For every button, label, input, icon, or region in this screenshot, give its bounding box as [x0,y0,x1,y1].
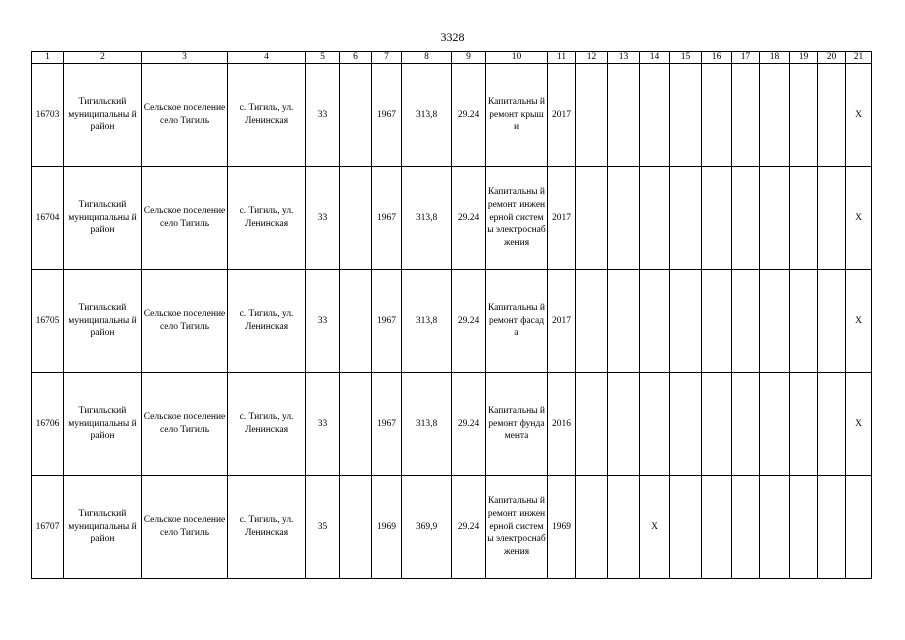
column-header-4: 4 [228,52,306,64]
column-header-12: 12 [576,52,608,64]
table-cell-col-5: 33 [306,167,340,270]
table-row [32,167,872,270]
table-cell-col-13 [608,373,640,476]
table-cell-col-3: Сельское поселение село Тигиль [142,270,228,373]
table-cell-col-12 [576,476,608,579]
table-row [32,64,872,167]
column-header-8: 8 [402,52,452,64]
table-cell-col-2: Тигильский муниципальны й район [64,64,142,167]
table-cell-col-20 [818,270,846,373]
table-cell-col-14 [640,167,670,270]
table-cell-col-4: с. Тигиль, ул. Ленинская [228,476,306,579]
table-cell-col-8: 313,8 [402,270,452,373]
column-header-1: 1 [32,52,64,64]
table-cell-col-6 [340,64,372,167]
table-cell-col-21: X [846,270,872,373]
column-header-2: 2 [64,52,142,64]
table-cell-col-11: 2016 [548,373,576,476]
table-cell-col-14: X [640,476,670,579]
table-cell-col-1: 16707 [32,476,64,579]
table-cell-col-9: 29.24 [452,270,486,373]
table-cell-col-6 [340,270,372,373]
table-header [32,52,872,64]
table-cell-col-18 [760,373,790,476]
table-cell-col-17 [732,270,760,373]
table-cell-col-10: Капитальны й ремонт инженерной системы электроснаб жения [486,476,548,579]
table-cell-col-3: Сельское поселение село Тигиль [142,476,228,579]
table-cell-col-9: 29.24 [452,373,486,476]
column-header-10: 10 [486,52,548,64]
table-cell-col-10: Капитальны й ремонт фасада [486,270,548,373]
column-header-17: 17 [732,52,760,64]
table-cell-col-14 [640,270,670,373]
table-cell-col-11: 2017 [548,270,576,373]
table-cell-col-17 [732,476,760,579]
column-header-6: 6 [340,52,372,64]
table-cell-col-5: 33 [306,270,340,373]
table-cell-col-18 [760,476,790,579]
table-cell-col-13 [608,64,640,167]
table-row [32,476,872,579]
column-header-21: 21 [846,52,872,64]
column-header-5: 5 [306,52,340,64]
page-number: 3328 [440,30,465,44]
table-cell-col-17 [732,64,760,167]
table-cell-col-7: 1967 [372,270,402,373]
table-cell-col-4: с. Тигиль, ул. Ленинская [228,167,306,270]
table-cell-col-7: 1967 [372,167,402,270]
table-cell-col-21: X [846,64,872,167]
table-cell-col-9: 29.24 [452,64,486,167]
table-cell-col-21 [846,476,872,579]
table-cell-col-13 [608,476,640,579]
column-header-16: 16 [702,52,732,64]
table-cell-col-7: 1967 [372,64,402,167]
table-cell-col-15 [670,270,702,373]
table-cell-col-19 [790,476,818,579]
table-cell-col-19 [790,64,818,167]
table-cell-col-5: 33 [306,64,340,167]
table-cell-col-19 [790,167,818,270]
table-cell-col-21: X [846,167,872,270]
table-cell-col-8: 313,8 [402,64,452,167]
table-cell-col-15 [670,167,702,270]
table-cell-col-20 [818,476,846,579]
table-cell-col-16 [702,373,732,476]
table-cell-col-3: Сельское поселение село Тигиль [142,373,228,476]
column-header-7: 7 [372,52,402,64]
column-header-3: 3 [142,52,228,64]
table-cell-col-6 [340,167,372,270]
table-cell-col-8: 369,9 [402,476,452,579]
table-cell-col-2: Тигильский муниципальны й район [64,270,142,373]
table-cell-col-18 [760,167,790,270]
table-cell-col-4: с. Тигиль, ул. Ленинская [228,64,306,167]
table-cell-col-18 [760,270,790,373]
table-cell-col-10: Капитальны й ремонт инженерной системы электроснаб жения [486,167,548,270]
table-cell-col-16 [702,167,732,270]
table-cell-col-10: Капитальны й ремонт фундамента [486,373,548,476]
table-cell-col-6 [340,476,372,579]
table-cell-col-17 [732,373,760,476]
table-cell-col-21: X [846,373,872,476]
table-cell-col-2: Тигильский муниципальны й район [64,167,142,270]
table-cell-col-11: 2017 [548,64,576,167]
table-cell-col-13 [608,167,640,270]
table-cell-col-19 [790,373,818,476]
table-cell-col-8: 313,8 [402,373,452,476]
column-header-19: 19 [790,52,818,64]
column-header-9: 9 [452,52,486,64]
table-cell-col-1: 16706 [32,373,64,476]
table-cell-col-19 [790,270,818,373]
table-cell-col-3: Сельское поселение село Тигиль [142,167,228,270]
column-header-15: 15 [670,52,702,64]
table-body [32,64,872,579]
table-cell-col-14 [640,373,670,476]
table-cell-col-1: 16703 [32,64,64,167]
table-cell-col-2: Тигильский муниципальны й район [64,476,142,579]
column-header-11: 11 [548,52,576,64]
table-cell-col-20 [818,373,846,476]
table-cell-col-13 [608,270,640,373]
table-row [32,270,872,373]
column-header-13: 13 [608,52,640,64]
table-cell-col-9: 29.24 [452,167,486,270]
table-cell-col-8: 313,8 [402,167,452,270]
table-cell-col-17 [732,167,760,270]
table-cell-col-20 [818,64,846,167]
table-cell-col-12 [576,373,608,476]
table-cell-col-12 [576,167,608,270]
table-cell-col-16 [702,270,732,373]
table-cell-col-18 [760,64,790,167]
table-cell-col-16 [702,64,732,167]
table-cell-col-12 [576,64,608,167]
table-cell-col-4: с. Тигиль, ул. Ленинская [228,373,306,476]
table-cell-col-15 [670,476,702,579]
table-cell-col-5: 33 [306,373,340,476]
table-cell-col-1: 16704 [32,167,64,270]
table-cell-col-7: 1967 [372,373,402,476]
table-cell-col-2: Тигильский муниципальны й район [64,373,142,476]
table-cell-col-6 [340,373,372,476]
register-table [31,51,872,579]
table-cell-col-14 [640,64,670,167]
column-header-18: 18 [760,52,790,64]
table-cell-col-5: 35 [306,476,340,579]
column-header-20: 20 [818,52,846,64]
table-cell-col-3: Сельское поселение село Тигиль [142,64,228,167]
table-cell-col-10: Капитальны й ремонт крыши [486,64,548,167]
table-cell-col-16 [702,476,732,579]
table-cell-col-7: 1969 [372,476,402,579]
table-cell-col-11: 2017 [548,167,576,270]
table-cell-col-20 [818,167,846,270]
column-header-14: 14 [640,52,670,64]
table-cell-col-12 [576,270,608,373]
table-cell-col-4: с. Тигиль, ул. Ленинская [228,270,306,373]
table-cell-col-9: 29.24 [452,476,486,579]
table-row [32,373,872,476]
table-cell-col-1: 16705 [32,270,64,373]
table-cell-col-11: 1969 [548,476,576,579]
table-cell-col-15 [670,64,702,167]
table-cell-col-15 [670,373,702,476]
